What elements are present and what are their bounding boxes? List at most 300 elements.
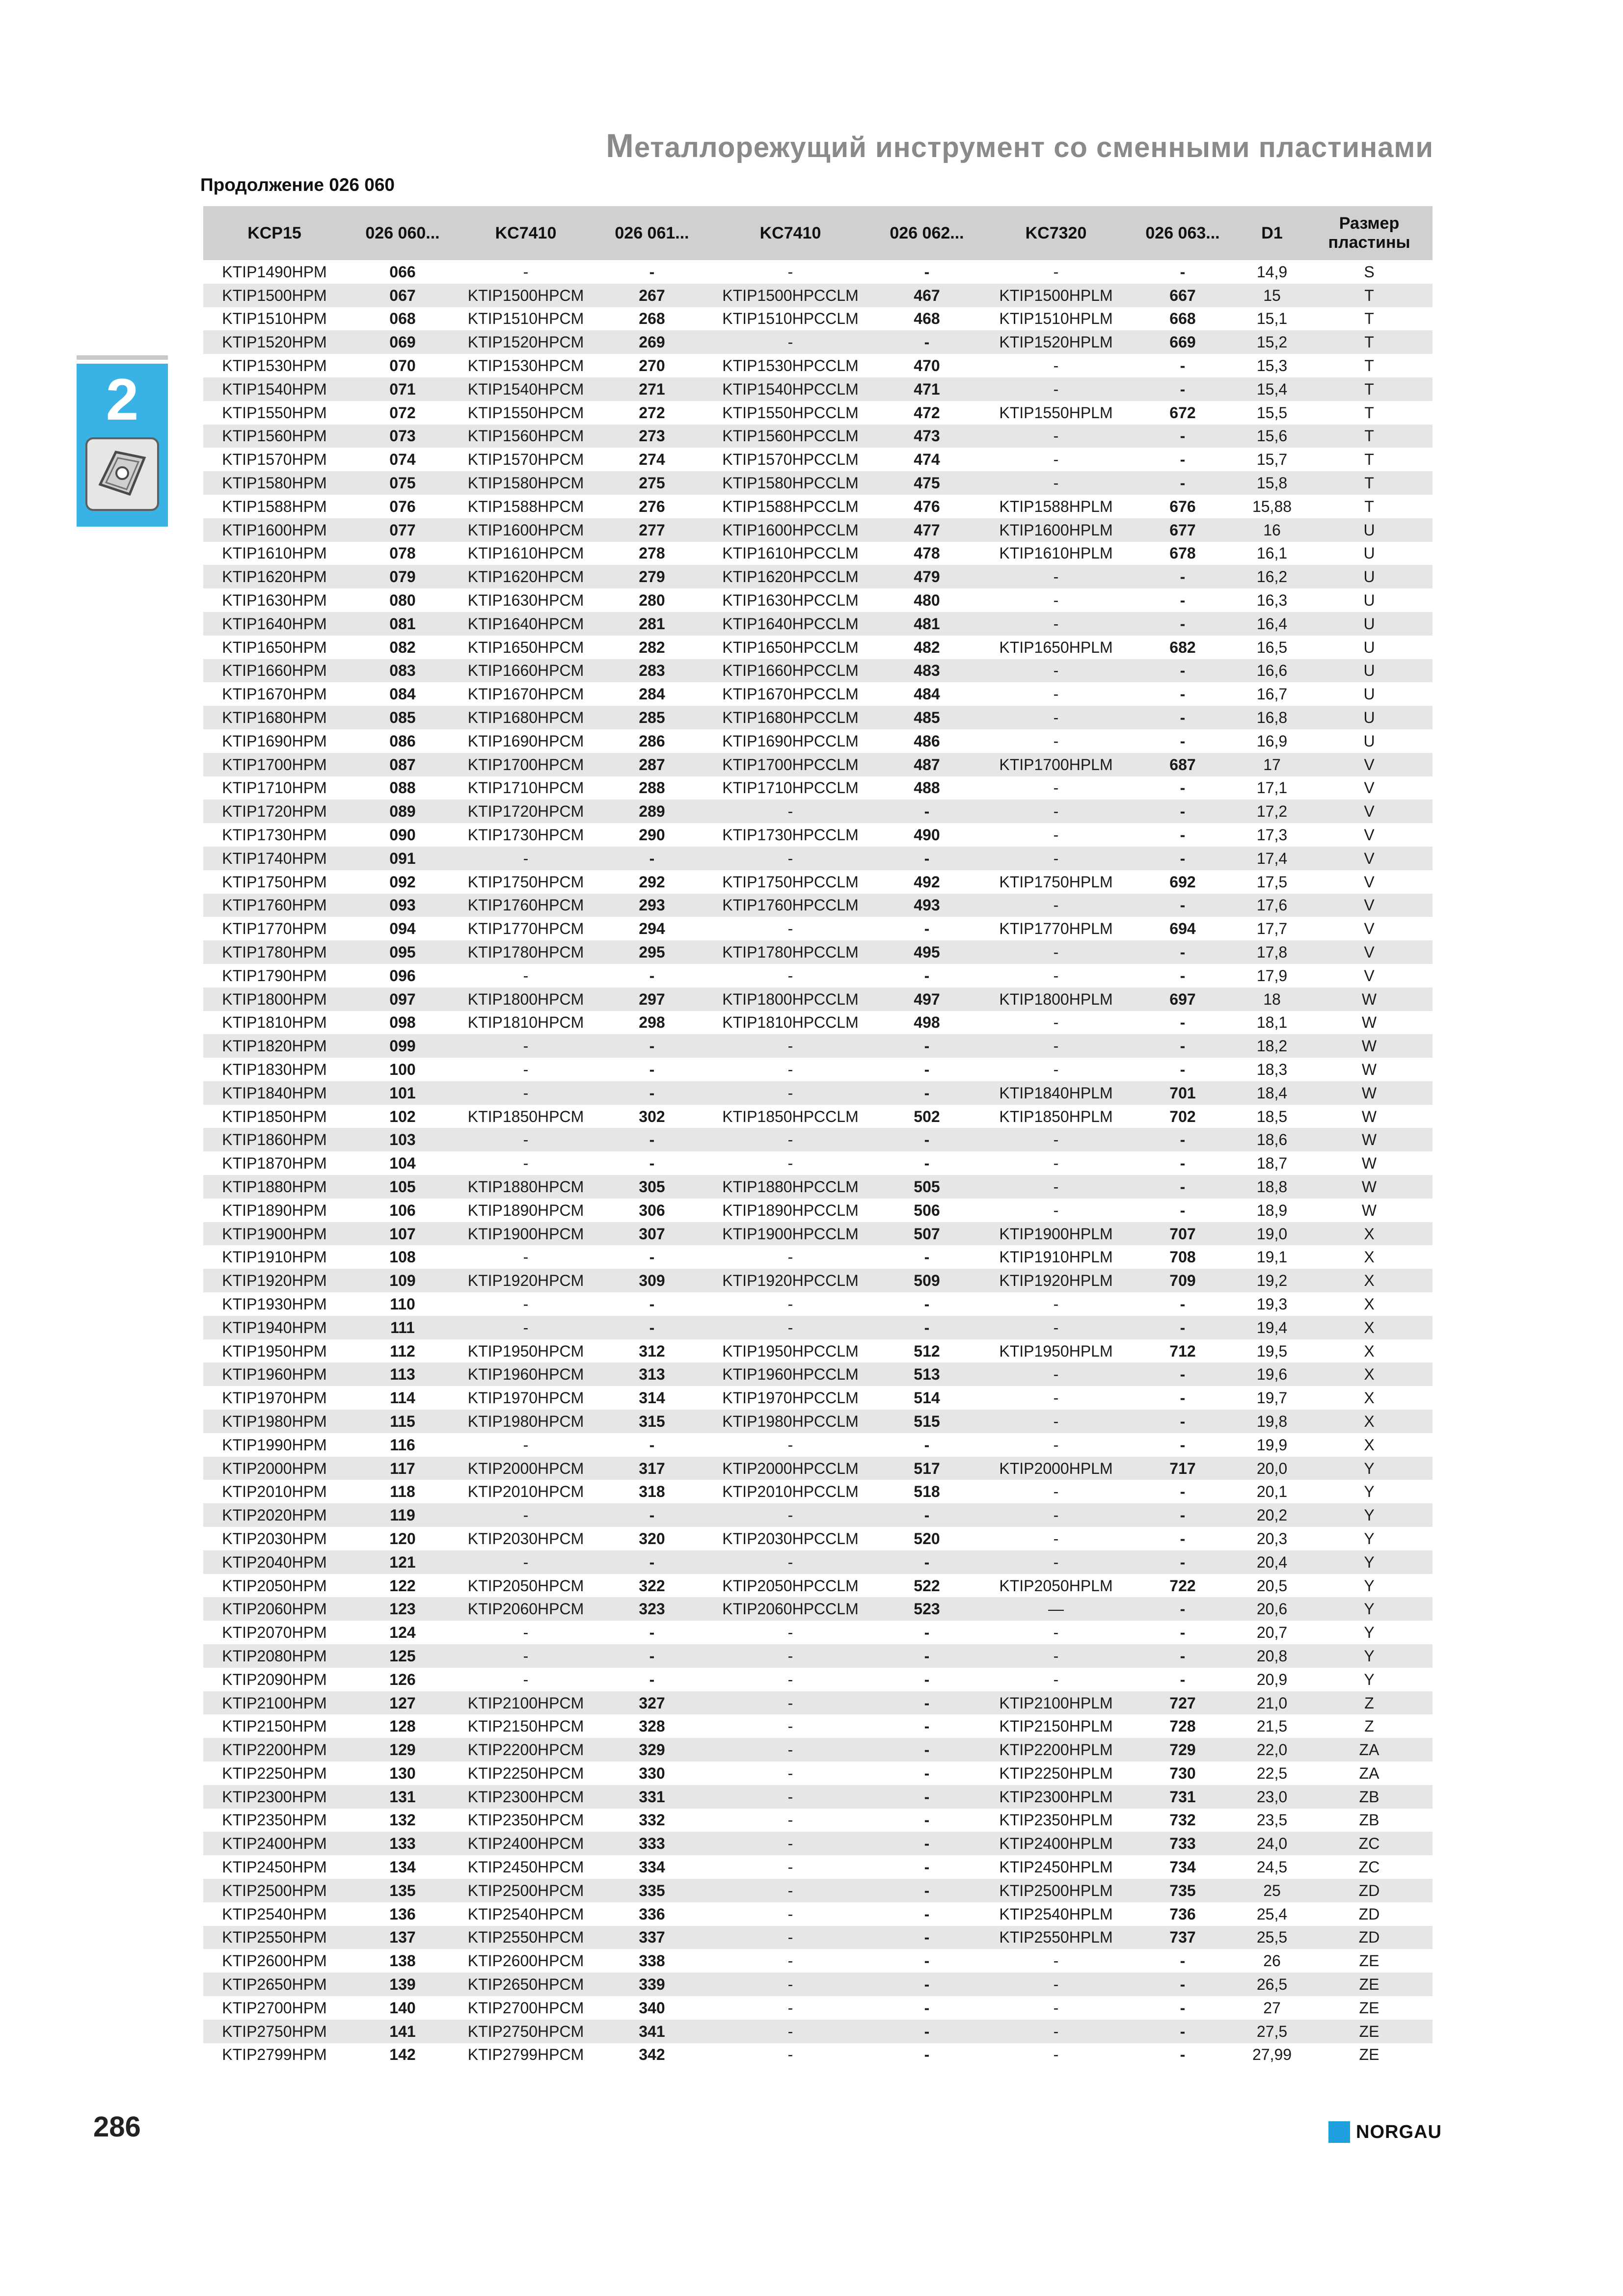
cell-kc7410-a: KTIP2750HPCM xyxy=(460,2020,592,2043)
cell-code-061: 318 xyxy=(639,1483,665,1501)
cell-d1: 15,4 xyxy=(1238,377,1306,401)
cell-code-063: 701 xyxy=(1127,1081,1238,1105)
cell-code-062: 520 xyxy=(914,1529,940,1548)
cell-kcp15: KTIP2350HPM xyxy=(222,1811,327,1829)
cell-kc7320: KTIP1500HPLM xyxy=(985,284,1127,307)
cell-code-063: - xyxy=(1180,685,1186,703)
cell-kc7410-a: KTIP2650HPCM xyxy=(460,1973,592,1996)
table-row xyxy=(203,1362,1433,1386)
table-row xyxy=(203,1292,1433,1316)
cell-code-061: 280 xyxy=(639,591,665,610)
cell-code-062: 522 xyxy=(914,1576,940,1595)
cell-kc7410-a: - xyxy=(523,1060,529,1078)
cell-code-061: 272 xyxy=(639,403,665,422)
cell-code-063: 669 xyxy=(1127,330,1238,354)
cell-kcp15: KTIP1790HPM xyxy=(222,966,327,985)
cell-code-062: 470 xyxy=(914,357,940,375)
cell-kc7320: KTIP2050HPLM xyxy=(999,1576,1113,1595)
cell-code-061: 307 xyxy=(592,1222,712,1246)
cell-code-060: 124 xyxy=(389,1624,416,1642)
cell-d1: 16,9 xyxy=(1256,732,1288,750)
cell-insert-size: U xyxy=(1363,591,1375,610)
cell-code-060: 103 xyxy=(346,1128,460,1151)
cell-insert-size: Y xyxy=(1306,1457,1433,1480)
cell-kc7410-a: KTIP1588HPCM xyxy=(467,497,584,515)
cell-kc7410-a: KTIP1950HPCM xyxy=(467,1342,584,1360)
cell-insert-size: ZA xyxy=(1359,1764,1380,1782)
cell-code-061: 309 xyxy=(592,1269,712,1292)
cell-kcp15: KTIP1610HPM xyxy=(222,544,327,562)
cell-code-061: 279 xyxy=(592,565,712,588)
cell-code-063: 731 xyxy=(1127,1785,1238,1809)
cell-code-062: 512 xyxy=(914,1342,940,1360)
cell-code-062: 471 xyxy=(869,377,985,401)
cell-kc7410-b: KTIP1730HPCCLM xyxy=(722,826,859,844)
cell-code-060: 134 xyxy=(389,1858,416,1876)
table-row xyxy=(203,1902,1433,1926)
cell-code-062: - xyxy=(924,1295,930,1313)
cell-code-063: - xyxy=(1127,2020,1238,2043)
cell-code-063: - xyxy=(1127,565,1238,588)
cell-code-062: - xyxy=(869,1503,985,1527)
cell-code-063: - xyxy=(1127,847,1238,870)
cell-kcp15: KTIP1550HPM xyxy=(222,403,327,422)
cell-kc7410-b: KTIP1670HPCCLM xyxy=(722,685,859,703)
cell-code-062: 515 xyxy=(869,1410,985,1433)
cell-kc7410-b: - xyxy=(712,1081,869,1105)
cell-code-061: 315 xyxy=(592,1410,712,1433)
cell-insert-size: W xyxy=(1306,988,1433,1011)
col-header-026062: 026 062... xyxy=(869,206,985,260)
cell-kc7410-b: KTIP1630HPCCLM xyxy=(722,591,859,610)
cell-code-061: - xyxy=(649,966,655,985)
cell-kc7320: KTIP1650HPLM xyxy=(999,638,1113,656)
cell-code-061: - xyxy=(649,1436,655,1454)
cell-code-062: - xyxy=(869,800,985,823)
cell-d1: 17,3 xyxy=(1256,826,1288,844)
cell-kc7320: KTIP2450HPLM xyxy=(999,1858,1113,1876)
brand-logo xyxy=(1328,2120,1442,2144)
cell-kcp15: KTIP1540HPM xyxy=(203,377,346,401)
cell-code-062: - xyxy=(924,1670,930,1688)
cell-insert-size: X xyxy=(1306,1222,1433,1246)
cell-insert-size: Z xyxy=(1306,1691,1433,1715)
cell-code-060: 104 xyxy=(389,1154,416,1173)
cell-code-061: 297 xyxy=(592,988,712,1011)
cell-code-061: 328 xyxy=(639,1717,665,1735)
cell-insert-size: W xyxy=(1306,1128,1433,1151)
table-row xyxy=(203,659,1433,683)
cell-insert-size: V xyxy=(1306,940,1433,964)
cell-kc7410-a: KTIP1760HPCM xyxy=(460,894,592,917)
cell-kc7320: KTIP2300HPLM xyxy=(985,1785,1127,1809)
cell-kc7320: - xyxy=(1053,263,1059,281)
table-row xyxy=(203,495,1433,518)
cell-kcp15: KTIP2650HPM xyxy=(203,1973,346,1996)
cell-code-060: 073 xyxy=(346,425,460,448)
table-row xyxy=(203,917,1433,940)
cell-d1: 18 xyxy=(1238,988,1306,1011)
cell-kc7410-a: KTIP2300HPCM xyxy=(460,1785,592,1809)
cell-code-062: 482 xyxy=(914,638,940,656)
cell-d1: 20,6 xyxy=(1238,1597,1306,1621)
cell-kc7410-a: - xyxy=(523,1248,529,1266)
cell-code-063: - xyxy=(1127,1597,1238,1621)
cell-code-060: 122 xyxy=(389,1576,416,1595)
cell-code-061: 313 xyxy=(592,1362,712,1386)
logo-square-icon xyxy=(1328,2121,1350,2143)
cell-kcp15: KTIP2600HPM xyxy=(222,1952,327,1970)
table-header-row xyxy=(203,206,1433,260)
cell-code-062: 485 xyxy=(869,706,985,729)
cell-code-061: 275 xyxy=(592,471,712,495)
cell-d1: 23,0 xyxy=(1238,1785,1306,1809)
table-row xyxy=(203,1879,1433,1902)
cell-kcp15: KTIP2000HPM xyxy=(203,1457,346,1480)
cell-code-060: 081 xyxy=(346,612,460,636)
cell-code-060: 068 xyxy=(389,310,416,328)
cell-kcp15: KTIP1500HPM xyxy=(203,284,346,307)
cell-kc7410-a: - xyxy=(523,1670,529,1688)
cell-code-060: 071 xyxy=(346,377,460,401)
table-row xyxy=(203,1714,1433,1738)
cell-kc7320: - xyxy=(1053,357,1059,375)
cell-insert-size: T xyxy=(1364,451,1374,469)
cell-code-062: - xyxy=(924,1436,930,1454)
cell-code-061: 337 xyxy=(592,1926,712,1949)
cell-code-060: 127 xyxy=(346,1691,460,1715)
cell-d1: 18,2 xyxy=(1238,1034,1306,1058)
cell-kc7320: KTIP2500HPLM xyxy=(985,1879,1127,1902)
cell-d1: 17,5 xyxy=(1256,873,1288,891)
cell-code-062: 472 xyxy=(914,403,940,422)
cell-d1: 18,9 xyxy=(1256,1201,1288,1219)
cell-kc7320: KTIP2000HPLM xyxy=(985,1457,1127,1480)
cell-code-063: - xyxy=(1127,1973,1238,1996)
cell-code-062: - xyxy=(924,1764,930,1782)
table-row xyxy=(203,1550,1433,1574)
cell-code-061: - xyxy=(592,847,712,870)
cell-code-062: 514 xyxy=(914,1389,940,1407)
cell-insert-size: V xyxy=(1364,920,1375,938)
cell-kc7410-b: KTIP1550HPCCLM xyxy=(722,403,859,422)
cell-code-062: - xyxy=(924,1811,930,1829)
cell-code-060: 097 xyxy=(346,988,460,1011)
cell-code-060: 128 xyxy=(389,1717,416,1735)
cell-insert-size: Y xyxy=(1306,1597,1433,1621)
cell-code-062: 505 xyxy=(869,1175,985,1199)
cell-insert-size: W xyxy=(1361,1060,1377,1078)
cell-insert-size: ZC xyxy=(1306,1832,1433,1855)
cell-kc7410-b: - xyxy=(712,1503,869,1527)
cell-kc7410-a: KTIP1780HPCM xyxy=(460,940,592,964)
cell-code-060: 133 xyxy=(346,1832,460,1855)
cell-code-061: 340 xyxy=(639,1999,665,2017)
cell-code-062: - xyxy=(924,1952,930,1970)
cell-code-060: 141 xyxy=(346,2020,460,2043)
cell-kc7410-a: KTIP1530HPCM xyxy=(467,357,584,375)
cell-d1: 19,5 xyxy=(1256,1342,1288,1360)
cell-code-063: - xyxy=(1180,1670,1186,1688)
cell-d1: 16,3 xyxy=(1256,591,1288,610)
cell-code-062: - xyxy=(924,920,930,938)
cell-kcp15: KTIP1930HPM xyxy=(222,1295,327,1313)
cell-insert-size: U xyxy=(1306,659,1433,683)
cell-code-060: 109 xyxy=(346,1269,460,1292)
cell-d1: 18,8 xyxy=(1238,1175,1306,1199)
cell-kc7320: KTIP2540HPLM xyxy=(999,1905,1113,1923)
cell-kc7410-a: KTIP1540HPCM xyxy=(460,377,592,401)
cell-code-060: 131 xyxy=(346,1785,460,1809)
cell-code-060: 090 xyxy=(389,826,416,844)
cell-insert-size: ZB xyxy=(1306,1785,1433,1809)
cell-kc7410-b: - xyxy=(787,1670,793,1688)
cell-code-060: 077 xyxy=(346,518,460,542)
cell-code-061: 335 xyxy=(592,1879,712,1902)
table-row xyxy=(203,330,1433,354)
cell-insert-size: V xyxy=(1364,966,1375,985)
cell-kcp15: KTIP1870HPM xyxy=(222,1154,327,1173)
cell-kc7320: KTIP1850HPLM xyxy=(999,1107,1113,1125)
cell-kc7410-a: KTIP1610HPCM xyxy=(467,544,584,562)
cell-kc7410-b: - xyxy=(787,920,793,938)
cell-code-063: 728 xyxy=(1169,1717,1196,1735)
col-header-kcp15: KCP15 xyxy=(203,206,346,260)
cell-d1: 25 xyxy=(1238,1879,1306,1902)
cell-code-063: 678 xyxy=(1169,544,1196,562)
cell-d1: 26,5 xyxy=(1238,1973,1306,1996)
cell-kc7320: KTIP2150HPLM xyxy=(999,1717,1113,1735)
cell-code-061: 273 xyxy=(592,425,712,448)
cell-code-063: - xyxy=(1127,800,1238,823)
cell-d1: 15,5 xyxy=(1256,403,1288,422)
cell-insert-size: ZE xyxy=(1359,1999,1380,2017)
cell-kc7410-b: KTIP1800HPCCLM xyxy=(712,988,869,1011)
cell-kc7410-a: - xyxy=(523,263,529,281)
cell-code-060: 107 xyxy=(346,1222,460,1246)
table-row xyxy=(203,471,1433,495)
chapter-tab[interactable] xyxy=(77,364,168,527)
cell-insert-size: U xyxy=(1363,638,1375,656)
cell-code-062: - xyxy=(924,966,930,985)
cell-kcp15: KTIP2250HPM xyxy=(222,1764,327,1782)
cell-insert-size: ZD xyxy=(1306,1926,1433,1949)
cell-d1: 16,8 xyxy=(1238,706,1306,729)
cell-code-063: - xyxy=(1180,1060,1186,1078)
cell-code-061: 278 xyxy=(639,544,665,562)
table-row xyxy=(203,2020,1433,2043)
cell-code-062: 523 xyxy=(869,1597,985,1621)
cell-kc7410-b: KTIP2030HPCCLM xyxy=(722,1529,859,1548)
cell-code-062: 477 xyxy=(869,518,985,542)
cell-code-062: 513 xyxy=(869,1362,985,1386)
cell-code-063: - xyxy=(1127,1128,1238,1151)
cell-code-063: 697 xyxy=(1127,988,1238,1011)
cell-code-060: 082 xyxy=(389,638,416,656)
cell-kc7410-b: - xyxy=(787,1248,793,1266)
cell-code-063: - xyxy=(1180,1014,1186,1032)
cell-code-060: 098 xyxy=(389,1014,416,1032)
cell-code-060: 121 xyxy=(346,1550,460,1574)
table-row xyxy=(203,1199,1433,1222)
cell-kc7410-b: KTIP2060HPCCLM xyxy=(712,1597,869,1621)
cell-kc7410-b: - xyxy=(712,1879,869,1902)
cell-code-063: - xyxy=(1180,779,1186,797)
cell-kc7320: KTIP1770HPLM xyxy=(999,920,1113,938)
cell-code-063: - xyxy=(1127,377,1238,401)
cell-d1: 23,5 xyxy=(1256,1811,1288,1829)
cell-kc7320: - xyxy=(1053,1295,1059,1313)
cell-kcp15: KTIP2450HPM xyxy=(222,1858,327,1876)
cell-kcp15: KTIP2500HPM xyxy=(203,1879,346,1902)
cell-kcp15: KTIP2100HPM xyxy=(203,1691,346,1715)
cell-code-060: 095 xyxy=(346,940,460,964)
cell-kc7410-a: KTIP1700HPCM xyxy=(460,753,592,776)
cell-kc7410-a: KTIP2400HPCM xyxy=(460,1832,592,1855)
cell-code-063: 708 xyxy=(1169,1248,1196,1266)
cell-kc7320: - xyxy=(1053,685,1059,703)
table-row xyxy=(203,800,1433,823)
cell-kc7410-a: KTIP1660HPCM xyxy=(460,659,592,683)
cell-kc7320: - xyxy=(1053,1154,1059,1173)
cell-code-063: 717 xyxy=(1127,1457,1238,1480)
cell-insert-size: U xyxy=(1363,685,1375,703)
cell-code-061: 338 xyxy=(639,1952,665,1970)
cell-code-061: 341 xyxy=(592,2020,712,2043)
cell-code-063: - xyxy=(1127,940,1238,964)
cell-d1: 18,5 xyxy=(1256,1107,1288,1125)
cell-kcp15: KTIP1630HPM xyxy=(222,591,327,610)
cell-kcp15: KTIP1760HPM xyxy=(203,894,346,917)
cell-code-062: - xyxy=(869,1316,985,1339)
cell-insert-size: U xyxy=(1306,565,1433,588)
cell-kcp15: KTIP2799HPM xyxy=(222,2046,327,2064)
cell-code-060: 138 xyxy=(389,1952,416,1970)
cell-kc7410-b: KTIP1570HPCCLM xyxy=(722,451,859,469)
cell-kc7410-b: KTIP1690HPCCLM xyxy=(722,732,859,750)
cell-code-063: 734 xyxy=(1169,1858,1196,1876)
cell-code-060: 114 xyxy=(390,1389,415,1407)
cell-kc7410-b: - xyxy=(787,1764,793,1782)
cell-kc7410-a: KTIP2050HPCM xyxy=(467,1576,584,1595)
cell-d1: 27 xyxy=(1263,1999,1281,2017)
cell-code-063: - xyxy=(1127,894,1238,917)
cell-kc7320: - xyxy=(985,1550,1127,1574)
cell-kc7410-b: KTIP1810HPCCLM xyxy=(722,1014,859,1032)
cell-code-061: 312 xyxy=(639,1342,665,1360)
cell-kcp15: KTIP1770HPM xyxy=(222,920,327,938)
cell-code-060: 092 xyxy=(389,873,416,891)
cell-kc7320: - xyxy=(1053,451,1059,469)
cell-kc7320: - xyxy=(985,565,1127,588)
cell-code-061: - xyxy=(649,1624,655,1642)
cell-d1: 20,0 xyxy=(1238,1457,1306,1480)
cell-kcp15: KTIP1650HPM xyxy=(222,638,327,656)
table-row xyxy=(203,518,1433,542)
cell-kcp15: KTIP1600HPM xyxy=(203,518,346,542)
cell-code-060: 072 xyxy=(389,403,416,422)
cell-kc7410-a: KTIP1960HPCM xyxy=(460,1362,592,1386)
cell-kc7410-b: - xyxy=(787,2046,793,2064)
cell-d1: 17 xyxy=(1238,753,1306,776)
cell-kc7410-a: KTIP2600HPCM xyxy=(467,1952,584,1970)
cell-kc7410-a: - xyxy=(523,1154,529,1173)
cell-code-063: 677 xyxy=(1127,518,1238,542)
cell-kc7410-a: KTIP1560HPCM xyxy=(460,425,592,448)
cell-kcp15: KTIP2040HPM xyxy=(203,1550,346,1574)
cell-kcp15: KTIP2090HPM xyxy=(222,1670,327,1688)
table-row xyxy=(203,354,1433,377)
cell-code-062: 507 xyxy=(869,1222,985,1246)
cell-kc7320: - xyxy=(985,706,1127,729)
cell-code-062: 490 xyxy=(914,826,940,844)
cell-kc7410-a: KTIP2010HPCM xyxy=(467,1483,584,1501)
cell-code-060: 101 xyxy=(346,1081,460,1105)
cell-code-063: - xyxy=(1127,471,1238,495)
cell-code-060: 067 xyxy=(346,284,460,307)
table-row xyxy=(203,425,1433,448)
cell-code-063: 730 xyxy=(1169,1764,1196,1782)
cell-code-061: 285 xyxy=(592,706,712,729)
cell-kc7410-a: - xyxy=(523,1436,529,1454)
cell-code-062: - xyxy=(924,263,930,281)
table-row xyxy=(203,1597,1433,1621)
cell-code-062: - xyxy=(869,1785,985,1809)
cell-kc7410-b: KTIP1600HPCCLM xyxy=(712,518,869,542)
cell-code-062: - xyxy=(924,1905,930,1923)
cell-code-062: - xyxy=(869,1832,985,1855)
cell-kc7410-b: KTIP1580HPCCLM xyxy=(712,471,869,495)
cell-code-063: - xyxy=(1127,1644,1238,1668)
cell-kcp15: KTIP1960HPM xyxy=(203,1362,346,1386)
cell-insert-size: ZD xyxy=(1358,1905,1380,1923)
cell-code-060: 126 xyxy=(389,1670,416,1688)
cell-d1: 27,99 xyxy=(1252,2046,1292,2064)
cell-d1: 19,0 xyxy=(1238,1222,1306,1246)
cell-d1: 15,8 xyxy=(1238,471,1306,495)
cell-kc7410-a: KTIP1580HPCM xyxy=(460,471,592,495)
cell-kc7320: KTIP1610HPLM xyxy=(999,544,1113,562)
cell-code-060: 136 xyxy=(389,1905,416,1923)
cell-kc7410-b: KTIP1700HPCCLM xyxy=(712,753,869,776)
cell-kc7320: - xyxy=(1053,591,1059,610)
cell-code-061: 302 xyxy=(639,1107,665,1125)
cell-kc7410-a: - xyxy=(460,1550,592,1574)
cell-code-061: 298 xyxy=(639,1014,665,1032)
cell-kc7410-a: KTIP1880HPCM xyxy=(460,1175,592,1199)
cell-code-061: 333 xyxy=(592,1832,712,1855)
cell-code-061: 314 xyxy=(639,1389,665,1407)
cell-code-063: - xyxy=(1180,263,1186,281)
cell-code-063: 709 xyxy=(1127,1269,1238,1292)
cell-code-060: 074 xyxy=(389,451,416,469)
cell-code-062: 502 xyxy=(914,1107,940,1125)
cell-code-061: - xyxy=(592,1081,712,1105)
cell-insert-size: W xyxy=(1306,1081,1433,1105)
cell-code-060: 066 xyxy=(389,263,416,281)
cell-kcp15: KTIP1860HPM xyxy=(203,1128,346,1151)
cell-kc7410-b: - xyxy=(787,1154,793,1173)
cell-kcp15: KTIP1880HPM xyxy=(203,1175,346,1199)
cell-d1: 15,7 xyxy=(1256,451,1288,469)
cell-kc7410-b: KTIP1510HPCCLM xyxy=(722,310,859,328)
cell-kc7410-b: KTIP1920HPCCLM xyxy=(712,1269,869,1292)
cell-code-063: 682 xyxy=(1169,638,1196,656)
cell-kc7410-b: KTIP1750HPCCLM xyxy=(722,873,859,891)
cell-insert-size: W xyxy=(1361,1154,1377,1173)
cell-code-060: 093 xyxy=(346,894,460,917)
cell-code-062: 488 xyxy=(914,779,940,797)
